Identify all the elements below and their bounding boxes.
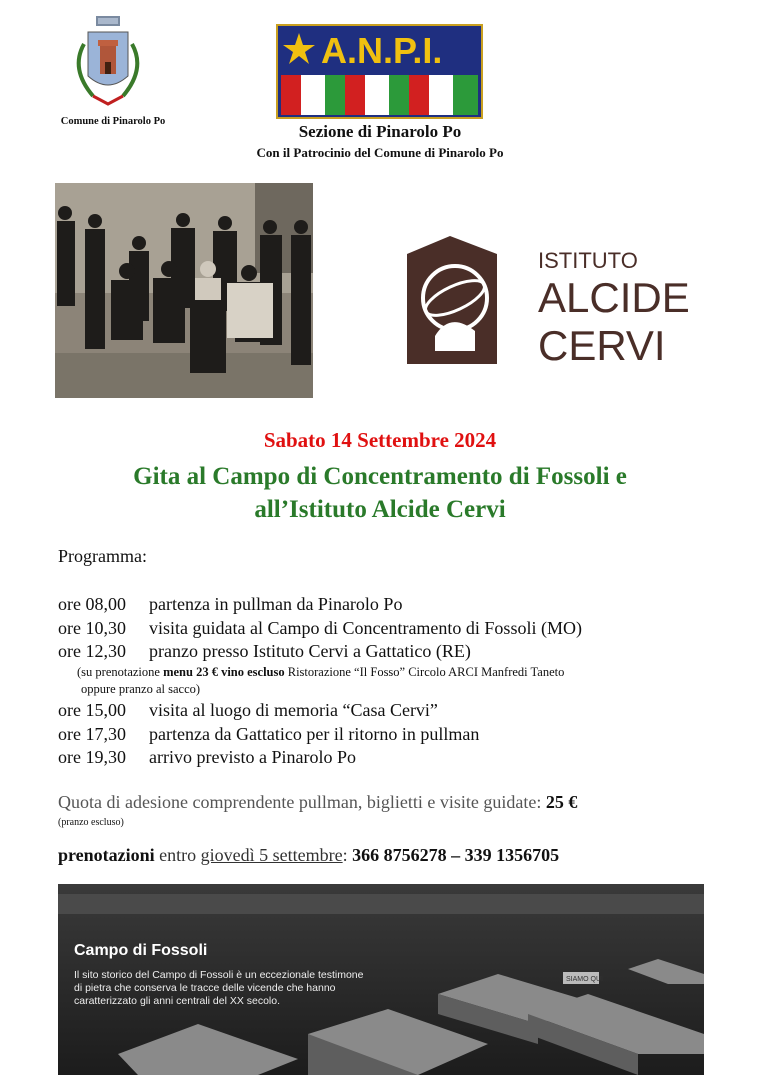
booking-phones[interactable]: 366 8756278 – 339 1356705 xyxy=(352,845,560,865)
istituto-line2: ALCIDE xyxy=(538,274,690,321)
fee-note: (pranzo escluso) xyxy=(58,817,124,828)
schedule-desc: arrivo previsto a Pinarolo Po xyxy=(149,747,356,767)
istituto-line1: ISTITUTO xyxy=(538,248,638,273)
schedule-item xyxy=(58,700,438,721)
schedule-item xyxy=(58,724,479,745)
istituto-line3: CERVI xyxy=(538,322,666,369)
fee-line: Quota di adesione comprendente pullman, biglietti e visite guidate: 25 € xyxy=(58,792,578,812)
schedule-desc: partenza da Gattatico per il ritorno in pullman xyxy=(149,724,480,744)
menu-price: menu 23 € vino escluso xyxy=(163,665,285,679)
event-title-line2: all’Istituto Alcide Cervi xyxy=(254,496,506,523)
schedule-time: ore 08,00 xyxy=(58,594,126,614)
comune-coat-of-arms xyxy=(58,14,158,114)
event-title xyxy=(40,460,720,526)
banner-text: Il sito storico del Campo di Fossoli è un eccezionale testimone di pietra che conserva le tracce delle vicende che hanno caratterizzato gli anni centrali del XX secolo. xyxy=(74,969,364,1007)
schedule-time: ore 12,30 xyxy=(58,641,126,661)
patronage-line: Con il Patrocinio del Comune di Pinarolo Po xyxy=(256,145,504,160)
cervi-family-photo xyxy=(55,183,313,398)
banner-title: Campo di Fossoli xyxy=(74,942,208,959)
schedule-time: ore 17,30 xyxy=(58,724,126,744)
schedule-item xyxy=(58,747,356,768)
schedule-time: ore 15,00 xyxy=(58,700,126,720)
anpi-logo xyxy=(277,25,482,118)
event-title-line1: Gita al Campo di Concentramento di Fossoli e xyxy=(133,463,627,490)
schedule-desc: visita al luogo di memoria “Casa Cervi” xyxy=(149,700,438,720)
anpi-logo-text: A.N.P.I. xyxy=(321,30,443,71)
booking-line: prenotazioni entro giovedì 5 settembre: 366 8756278 – 339 1356705 xyxy=(58,845,560,865)
anpi-section-name: Sezione di Pinarolo Po xyxy=(298,122,462,141)
schedule-item xyxy=(58,594,402,615)
schedule-desc: visita guidata al Campo di Concentramento di Fossoli (MO) xyxy=(149,618,582,638)
schedule-desc: pranzo presso Istituto Cervi a Gattatico (RE) xyxy=(149,641,471,661)
schedule-time: ore 19,30 xyxy=(58,747,126,767)
fee-price: 25 € xyxy=(545,792,578,812)
banner-sign: SIAMO QUI xyxy=(566,976,603,983)
comune-name: Comune di Pinarolo Po xyxy=(60,116,166,127)
booking-deadline: giovedì 5 settembre xyxy=(200,845,343,865)
istituto-alcide-cervi-logo xyxy=(405,236,690,369)
schedule-time: ore 10,30 xyxy=(58,618,126,638)
event-date: Sabato 14 Settembre 2024 xyxy=(263,428,497,452)
schedule-item xyxy=(58,618,582,639)
lunch-note: (su prenotazione menu 23 € vino escluso Ristorazione “Il Fosso” Circolo ARCI Manfredi Taneto oppure pranzo al sacco) xyxy=(77,665,565,696)
program-label: Programma: xyxy=(58,546,147,566)
schedule-desc: partenza in pullman da Pinarolo Po xyxy=(149,594,403,614)
booking-label: prenotazioni xyxy=(58,845,155,865)
schedule-item xyxy=(58,641,471,662)
